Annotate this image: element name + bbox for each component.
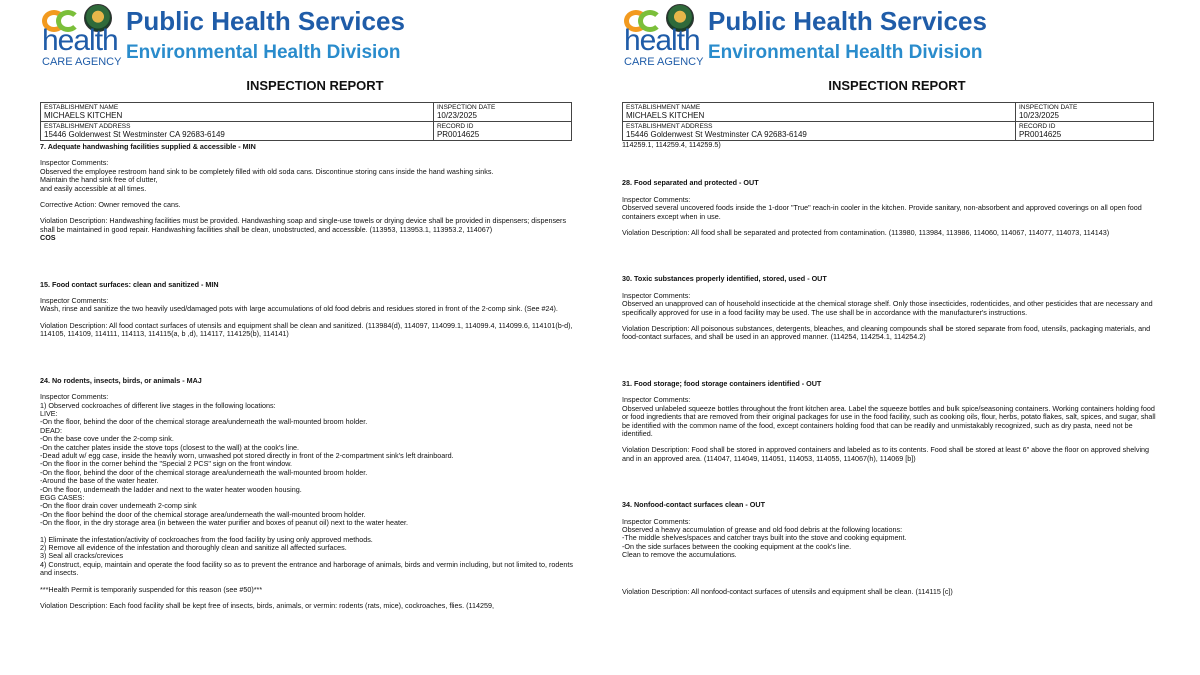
- carryover-text: 114259.1, 114259.4, 114259.5): [622, 140, 721, 149]
- comment-text: Observed unlabeled squeeze bottles throughout the front kitchen area. Label the squeeze bottles and bulk spice/seasoning containers. Working containers holding food or food ingredients that are removed from their original packages for use in the food facility, such as cooking oils, flour, herbs, potato flakes, salt, spices, and sugar, shall be identified with the common name of the food, except containers holding food that can be readily and unmistakably recognized, such as dry pasta, need not be identified.: [622, 403, 1156, 438]
- establishment-name-label: ESTABLISHMENT NAME: [44, 104, 119, 111]
- cos-label: COS: [40, 233, 56, 243]
- establishment-name-label: ESTABLISHMENT NAME: [626, 104, 701, 111]
- report-header: [622, 0, 1162, 70]
- comments-label: Inspector Comments:: [622, 194, 691, 204]
- comments-label: Inspector Comments:: [622, 516, 691, 526]
- establishment-info-table: [40, 102, 572, 141]
- health-care-agency-logo: [42, 4, 122, 68]
- comment-line: -On the floor behind the door of the chemical storage area/underneath the wall-mounted broom holder.: [40, 509, 366, 519]
- logo-word: health: [624, 24, 700, 57]
- violation-description: Violation Description: All food shall be separated and protected from contamination. (113980, 113984, 113986, 114060, 114067, 114077, 114073, 114143): [622, 228, 1110, 238]
- establishment-address: 15446 Goldenwest St Westminster CA 92683-6149: [44, 130, 225, 139]
- permit-suspended-note: ***Health Permit is temporarily suspended for this reason (see #50)***: [40, 584, 263, 594]
- logo-agency: CARE AGENCY: [42, 56, 122, 68]
- logo-agency: CARE AGENCY: [624, 56, 704, 68]
- comment-line: -On the catcher plates inside the stove tops (closest to the wall) at the cook's line.: [40, 442, 300, 452]
- record-id: PR0014625: [1018, 130, 1062, 139]
- comment-line: and easily accessible at all times.: [40, 183, 147, 193]
- comment-line: DEAD:: [40, 425, 62, 435]
- report-page-right: [622, 0, 1162, 675]
- inspection-date: 10/23/2025: [1018, 111, 1059, 120]
- inspection-date-label: INSPECTION DATE: [436, 104, 496, 111]
- violation-description: Violation Description: Each food facility shall be kept free of insects, birds, animals, or vermin: rodents (rats, mice), cockroaches, flies. (114259,: [40, 601, 494, 611]
- comment-line: -Dead adult w/ egg case, inside the heavily worn, unwashed pot stored directly in front of the 2-compartment sink's left drainboard.: [40, 450, 454, 460]
- establishment-address-cell: [41, 122, 434, 141]
- comments-label: Inspector Comments:: [622, 290, 691, 300]
- comment-line: Clean to remove the accumulations.: [622, 550, 737, 560]
- report-page-left: [40, 0, 580, 675]
- violation-description: Violation Description: All poisonous substances, detergents, bleaches, and cleaning compounds shall be stored separate from food, utensils, packaging materials, and food-contact surfaces, and shall be used in an approved manner. (114254, 114254.1, 114254.2): [622, 324, 1151, 342]
- corrective-action: Corrective Action: Owner removed the cans.: [40, 200, 181, 210]
- establishment-address-label: ESTABLISHMENT ADDRESS: [626, 123, 713, 130]
- establishment-name-cell: [41, 103, 434, 122]
- comments-label: Inspector Comments:: [40, 296, 109, 306]
- violation-28-title: 28. Food separated and protected - OUT: [622, 178, 759, 188]
- violation-30-title: 30. Toxic substances properly identified, stored, used - OUT: [622, 274, 827, 284]
- record-id-cell: [1015, 122, 1153, 141]
- record-id-label: RECORD ID: [436, 123, 474, 130]
- comments-label: Inspector Comments:: [40, 158, 109, 168]
- comment-line: -On the floor, underneath the ladder and next to the water heater wooden housing.: [40, 484, 302, 494]
- comments-label: Inspector Comments:: [40, 392, 109, 402]
- establishment-name-cell: [623, 103, 1016, 122]
- violation-24-title: 24. No rodents, insects, birds, or animals - MAJ: [40, 375, 202, 385]
- comment-line: Observed a heavy accumulation of grease and old food debris at the following locations:: [622, 524, 903, 534]
- comment-line: -On the floor, behind the door of the chemical storage area/underneath the wall-mounted broom holder.: [40, 417, 368, 427]
- violation-description: Violation Description: Handwashing facilities must be provided. Handwashing soap and single-use towels or drying device shall be provided in dispensers; dispensers shall be maintained in good repair. Handwashing facilities shall be clean, unobstructed, and accessible. (113953, 113953.1, 113953.2, 114067): [40, 216, 567, 234]
- inspection-date-cell: [433, 103, 571, 122]
- establishment-name: MICHAELS KITCHEN: [626, 111, 705, 120]
- violation-description: Violation Description: Food shall be stored in approved containers and labeled as to its contents. Food shall be stored at least 6" above the floor on approved shelving and in an approved area. (114047, 114049, 114051, 114053, 114055, 114067(h), 114069 [b]): [622, 445, 1150, 463]
- report-title: INSPECTION REPORT: [828, 78, 966, 93]
- establishment-address: 15446 Goldenwest St Westminster CA 92683-6149: [626, 130, 807, 139]
- inspection-date-cell: [1015, 103, 1153, 122]
- record-id-label: RECORD ID: [1018, 123, 1056, 130]
- comment-text: Wash, rinse and sanitize the two heavily used/damaged pots with large accumulations of old food debris and residues stored in front of the 2-comp sink. (See #24).: [40, 304, 558, 314]
- violation-31-title: 31. Food storage; food storage containers identified - OUT: [622, 378, 822, 388]
- violation-7-title: 7. Adequate handwashing facilities supplied & accessible - MIN: [40, 142, 256, 151]
- establishment-address-cell: [623, 122, 1016, 141]
- inspection-date-label: INSPECTION DATE: [1018, 104, 1078, 111]
- comment-line: -On the floor, behind the door of the chemical storage area/underneath the wall-mounted broom holder.: [40, 467, 368, 477]
- action-line: 4) Construct, equip, maintain and operate the food facility so as to prevent the entrance and harborage of animals, birds and vermin including, but not limited to, rodents and insects.: [40, 559, 573, 578]
- comment-line: -On the floor drain cover underneath 2-comp sink: [40, 501, 197, 511]
- page-subtitle: Environmental Health Division: [708, 42, 983, 63]
- comment-text: Observed several uncovered foods inside the 1-door "True" reach-in cooler in the kitchen. Provide sanitary, non-absorbent and approved coverings on all open food containers except when in use.: [622, 203, 1142, 221]
- logo-word: health: [42, 24, 118, 57]
- establishment-info-table: [622, 102, 1154, 141]
- page-subtitle: Environmental Health Division: [126, 42, 401, 63]
- comment-line: -Around the base of the water heater.: [40, 476, 159, 486]
- violation-34-title: 34. Nonfood-contact surfaces clean - OUT: [622, 500, 765, 510]
- action-line: 2) Remove all evidence of the infestation and thoroughly clean and sanitize all affected surfaces.: [40, 543, 347, 552]
- comment-line: -On the side surfaces between the cooking equipment at the cook's line.: [622, 541, 852, 551]
- comment-line: LIVE:: [40, 408, 58, 418]
- inspection-date: 10/23/2025: [436, 111, 477, 120]
- record-id-cell: [433, 122, 571, 141]
- comment-line: 1) Observed cockroaches of different live stages in the following locations:: [40, 400, 276, 410]
- violation-description: Violation Description: All food contact surfaces of utensils and equipment shall be clean and sanitized. (113984(d), 114097, 114099.1, 114099.4, 114099.6, 114101(b-d), 114105, 114109, 114111, 114113, 114115(a, b ,d), 114117, 114125(b), 114141): [40, 320, 573, 339]
- comment-line: -On the floor, in the dry storage area (in between the water purifier and boxes of peanut oil) next to the water heater.: [40, 518, 408, 528]
- action-line: 1) Eliminate the infestation/activity of cockroaches from the food facility by using only approved methods.: [40, 534, 373, 544]
- establishment-name: MICHAELS KITCHEN: [44, 111, 123, 120]
- comment-line: Maintain the hand sink free of clutter,: [40, 175, 158, 185]
- comment-text: Observed an unapproved can of household insecticide at the chemical storage shelf. Only those insecticides, rodenticides, and other pesticides that are necessary and specifically approved for use in a food facility may be used. The use shall be in accordance with the manufacturer's instructions.: [622, 299, 1153, 317]
- violation-description: Violation Description: All nonfood-contact surfaces of utensils and equipment shall be clean. (114115 [c]): [622, 586, 953, 596]
- comment-line: EGG CASES:: [40, 492, 85, 502]
- report-body-right: [622, 141, 1162, 596]
- establishment-address-label: ESTABLISHMENT ADDRESS: [44, 123, 131, 130]
- comments-label: Inspector Comments:: [622, 395, 691, 405]
- comment-line: Observed the employee restroom hand sink to be completely filled with old soda cans. Discontinue storing cans inside the hand washing sinks.: [40, 166, 494, 176]
- page-title: Public Health Services: [126, 6, 405, 36]
- comment-line: -On the base cove under the 2-comp sink.: [40, 434, 174, 444]
- page-title: Public Health Services: [708, 6, 987, 36]
- report-body-left: [40, 143, 580, 610]
- comment-line: -The middle shelves/spaces and catcher trays built into the stove and cooking equipment.: [622, 533, 907, 543]
- health-care-agency-logo: [624, 4, 704, 68]
- action-line: 3) Seal all cracks/crevices: [40, 551, 124, 561]
- comment-line: -On the floor in the corner behind the "Special 2 PCS" sign on the front window.: [40, 459, 293, 469]
- record-id: PR0014625: [436, 130, 480, 139]
- report-title: INSPECTION REPORT: [246, 78, 384, 93]
- violation-15-title: 15. Food contact surfaces: clean and sanitized - MIN: [40, 279, 219, 289]
- report-header: [40, 0, 580, 70]
